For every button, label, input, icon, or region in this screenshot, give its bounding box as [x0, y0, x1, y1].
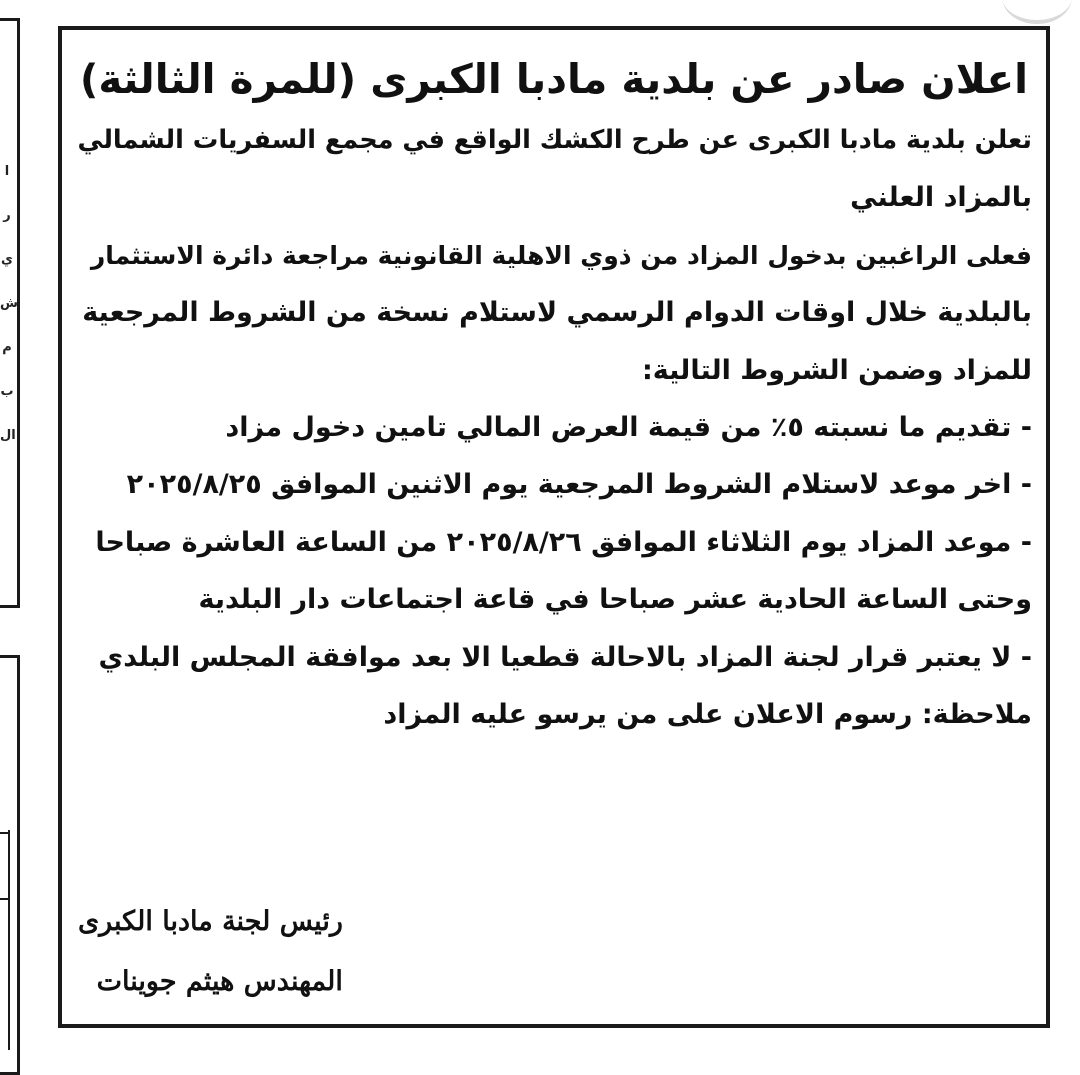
- announcement-line: فعلى الراغبين بدخول المزاد من ذوي الاهلية القانونية مراجعة دائرة الاستثمار: [90, 240, 1032, 270]
- signature-title: رئيس لجنة مادبا الكبرى: [78, 906, 343, 937]
- announcement-box: [58, 26, 1050, 1028]
- announcement-line: بالبلدية خلال اوقات الدوام الرسمي لاستلام نسخة من الشروط المرجعية: [82, 297, 1032, 329]
- fragment: ر: [3, 208, 11, 223]
- fragment: ا: [4, 164, 10, 179]
- fragment: ي: [1, 252, 13, 267]
- neighbor-ad-bottom-frame: [0, 655, 20, 1075]
- announcement-line: للمزاد وضمن الشروط التالية:: [641, 354, 1032, 386]
- corner-decoration: [1002, 0, 1072, 24]
- signature-block: [78, 892, 343, 1012]
- condition-deposit: - تقديم ما نسبته ٥٪ من قيمة العرض المالي تامين دخول مزاد: [225, 412, 1032, 444]
- announcement-note: ملاحظة: رسوم الاعلان على من يرسو عليه المزاد: [383, 699, 1032, 731]
- announcement-line: وحتى الساعة الحادية عشر صباحا في قاعة اجتماعات دار البلدية: [198, 584, 1032, 616]
- announcement-line: بالمزاد العلني: [850, 182, 1032, 214]
- fragment: ش: [0, 296, 18, 311]
- fragment: ب: [0, 384, 14, 399]
- condition-auction-date: - موعد المزاد يوم الثلاثاء الموافق ٢٠٢٥/٨/٢٦ من الساعة العاشرة صباحا: [95, 526, 1032, 558]
- condition-deadline: - اخر موعد لاستلام الشروط المرجعية يوم الاثنين الموافق ٢٠٢٥/٨/٢٥: [126, 469, 1032, 501]
- announcement-line: تعلن بلدية مادبا الكبرى عن طرح الكشك الواقع في مجمع السفريات الشمالي: [77, 125, 1032, 155]
- fragment: م: [2, 340, 12, 355]
- neighbor-ad-text-fragments: [0, 150, 18, 458]
- announcement-title: اعلان صادر عن بلدية مادبا الكبرى (للمرة الثالثة): [79, 55, 1029, 103]
- fragment: ال: [0, 428, 16, 443]
- signature-name: المهندس هيثم جوينات: [96, 966, 343, 997]
- condition-approval: - لا يعتبر قرار لجنة المزاد بالاحالة قطعيا الا بعد موافقة المجلس البلدي: [98, 641, 1032, 673]
- neighbor-divider-vertical: [8, 830, 10, 1050]
